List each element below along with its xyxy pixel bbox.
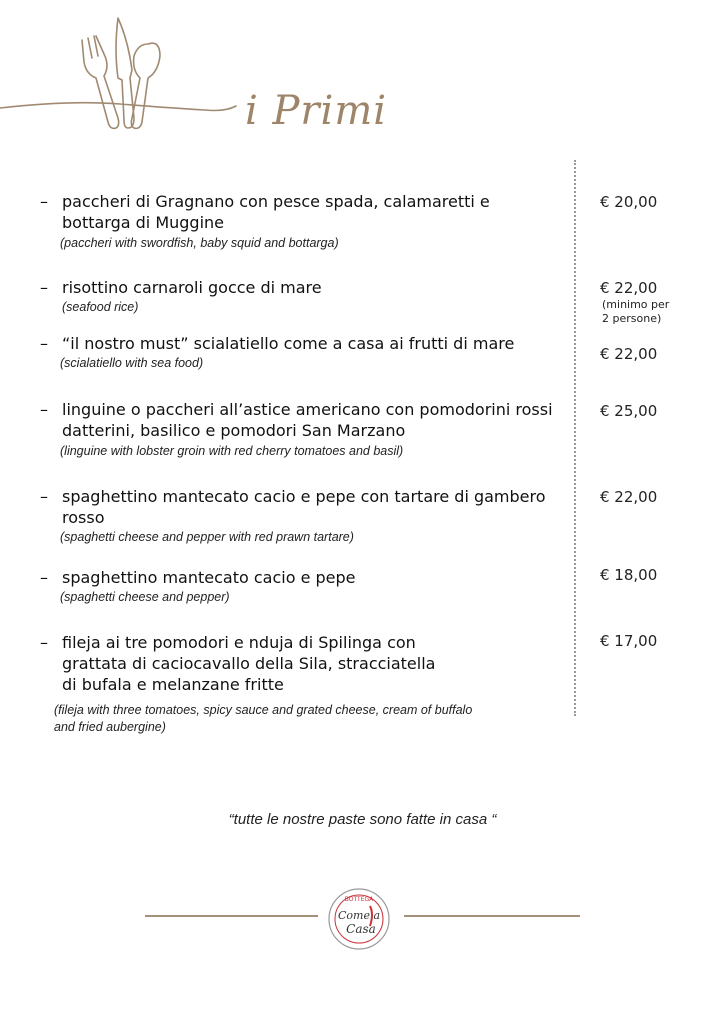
bullet-dash: – xyxy=(40,278,48,297)
page-title: i Primi xyxy=(245,88,388,134)
fork-icon xyxy=(82,36,119,128)
dish-price: € 18,00 xyxy=(600,566,658,584)
dish-name: spaghettino mantecato cacio e pepe con tartare di gambero rosso xyxy=(62,487,546,527)
logo-line-2: Casa xyxy=(346,922,376,936)
dish-name: “il nostro must” scialatiello come a casa ai frutti di mare xyxy=(62,334,515,353)
dish-price: € 22,00 xyxy=(600,488,658,506)
column-divider xyxy=(574,160,576,716)
bullet-dash: – xyxy=(40,487,48,506)
logo-top-text: BOTTEGA xyxy=(344,896,374,903)
dish-name: fileja ai tre pomodori e nduja di Spilinga con grattata di caciocavallo della Sila, stracciatella di bufala e melanzane fritte xyxy=(62,633,436,694)
footer-line-right xyxy=(404,915,580,917)
dish-translation: (spaghetti cheese and pepper with red prawn tartare) xyxy=(60,530,354,544)
dish-translation: (spaghetti cheese and pepper) xyxy=(60,590,230,604)
dish-price: € 22,00 xyxy=(600,279,658,297)
logo-line-1: Come a xyxy=(337,909,381,922)
bullet-dash: – xyxy=(40,334,48,353)
dish-price: € 17,00 xyxy=(600,632,658,650)
footer-note: “tutte le nostre paste sono fatte in casa “ xyxy=(228,811,497,828)
knife-icon xyxy=(116,18,134,128)
dish-name: linguine o paccheri all’astice americano con pomodorini rossi datterini, basilico e pomodori San Marzano xyxy=(62,400,553,440)
footer-line-left xyxy=(145,915,318,917)
dish-price: € 22,00 xyxy=(600,345,658,363)
dish-translation: (scialatiello with sea food) xyxy=(60,356,204,370)
bullet-dash: – xyxy=(40,192,48,211)
dish-name: risottino carnaroli gocce di mare xyxy=(62,278,322,297)
restaurant-logo xyxy=(326,886,392,952)
dish-translation: (fileja with three tomatoes, spicy sauce and grated cheese, cream of buffalo and fried aubergine) xyxy=(54,703,473,734)
dish-price: € 20,00 xyxy=(600,193,658,211)
dish-name: paccheri di Gragnano con pesce spada, calamaretti e bottarga di Muggine xyxy=(62,192,490,232)
bullet-dash: – xyxy=(40,568,48,587)
dish-price: € 25,00 xyxy=(600,402,658,420)
dish-translation: (seafood rice) xyxy=(62,300,139,314)
price-note: (minimo per 2 persone) xyxy=(602,298,670,325)
dish-name: spaghettino mantecato cacio e pepe xyxy=(62,568,356,587)
bullet-dash: – xyxy=(40,633,48,652)
flourish-line xyxy=(0,103,236,111)
dish-translation: (paccheri with swordfish, baby squid and bottarga) xyxy=(60,236,339,250)
dish-translation: (linguine with lobster groin with red cherry tomatoes and basil) xyxy=(60,444,404,458)
spoon-icon xyxy=(131,43,160,128)
bullet-dash: – xyxy=(40,400,48,419)
